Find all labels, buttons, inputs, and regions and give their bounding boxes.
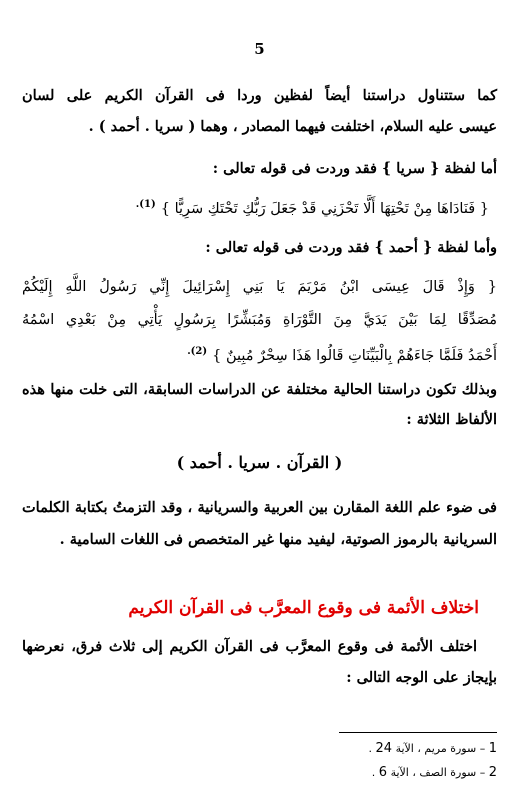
ahmad-intro: وأما لفظة { أحمد } فقد وردت فى قوله تعالى :: [205, 239, 497, 256]
ahmad-verse-line-2: مُصَدِّقًا لِمَا بَيْنَ يَدَيَّ مِنَ التَّوْرَاةِ وَمُبَشِّرًا بِرَسُولٍ يَأْتِي مِنْ بَعْدِي اسْمُهُ: [22, 312, 497, 328]
section-body-line-1: اختلف الأئمة فى وقوع المعرَّب فى القرآن الكريم إلى ثلاث فرق، نعرضها: [22, 638, 477, 655]
footnote-1-text: – سورة مريم ، الآية: [395, 742, 486, 755]
footnote-1-verse: 24: [375, 741, 393, 756]
section-body-line-2: بإيجاز على الوجه التالى :: [346, 669, 497, 686]
ahmad-verse-line-3: أَحْمَدُ فَلَمَّا جَاءَهُمْ بِالْبَيِّنَاتِ قَالُوا هَذَا سِحْرٌ مُبِينٌ }: [212, 347, 497, 364]
saria-intro: أما لفظة { سريا } فقد وردت فى قوله تعالى :: [212, 160, 497, 177]
footnote-ref-2: (2).: [187, 346, 208, 357]
ahmad-verse-line-1: { وَإِذْ قَالَ عِيسَى ابْنُ مَرْيَمَ يَا بَنِي إِسْرَائِيلَ إِنِّي رَسُولُ اللَّهِ إِلَيْكُمْ: [22, 279, 497, 295]
difference-line-1: وبذلك تكون دراستنا الحالية مختلفة عن الدراسات السابقة، التى خلت منها هذه: [22, 381, 497, 398]
footnote-2-end: .: [371, 766, 376, 779]
page-number: 5: [254, 40, 265, 58]
method-line-2: السريانية بالرموز الصوتية، ليفيد منها غير المتخصص فى اللغات السامية .: [59, 531, 497, 548]
saria-verse-line: [22, 193, 489, 221]
footnote-1: [369, 741, 497, 757]
difference-line-2: الألفاظ الثلاثة :: [406, 411, 497, 428]
section-heading: اختلاف الأئمة فى وقوع المعرَّب فى القرآن الكريم: [128, 598, 479, 618]
three-words: ( القرآن . سريا . أحمد ): [176, 453, 343, 472]
intro-line-1: كما ستتناول دراستنا أيضاً لفظين وردا فى القرآن الكريم على لسان: [22, 87, 497, 104]
method-line-1: فى ضوء علم اللغة المقارن بين العربية والسريانية ، وقد التزمتُ بكتابة الكلمات: [22, 499, 497, 516]
footnote-2-text: – سورة الصف ، الآية: [390, 766, 486, 779]
footnote-2-verse: 6: [378, 765, 388, 780]
footnote-1-end: .: [368, 742, 373, 755]
footnote-2: [372, 765, 497, 781]
footnote-divider: [339, 732, 497, 733]
footnote-1-number: 1: [488, 741, 497, 756]
footnote-ref-1: (1).: [135, 199, 156, 210]
saria-verse: { فَنَادَاهَا مِنْ تَحْتِهَا أَلَّا تَحْزَنِي قَدْ جَعَلَ رَبُّكِ تَحْتَكِ سَرِيًّا }: [160, 200, 489, 217]
footnote-2-number: 2: [488, 765, 497, 780]
intro-line-2: عيسى عليه السلام، اختلفت فيهما المصادر ، وهما ( سريا . أحمد ) .: [88, 118, 497, 135]
ahmad-verse-line-3-wrap: [22, 340, 497, 368]
